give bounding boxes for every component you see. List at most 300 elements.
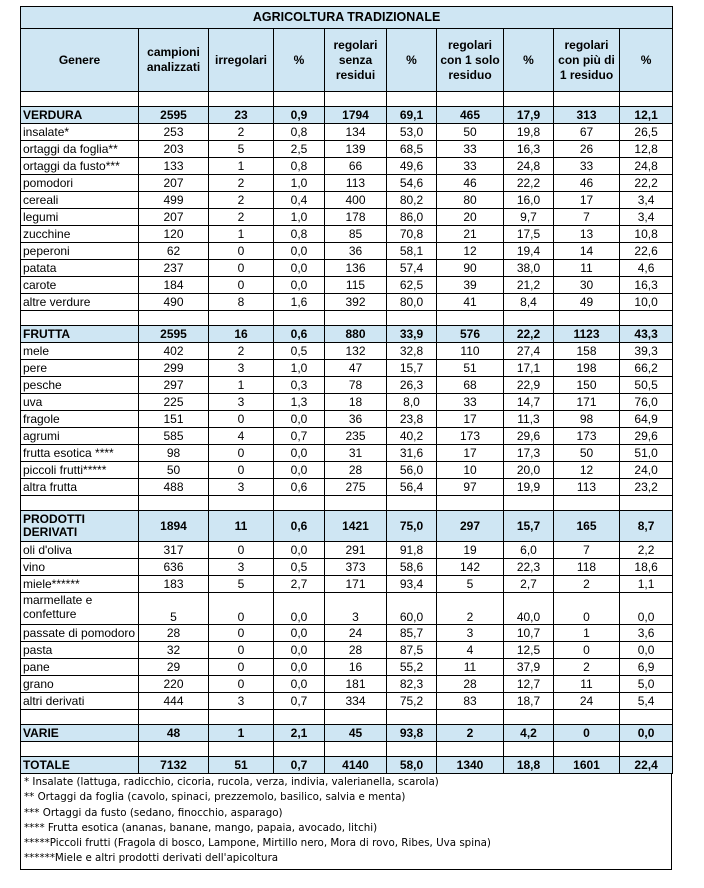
- row-label: pesche: [21, 377, 139, 394]
- cell-value: 3,4: [620, 209, 673, 226]
- cell-value: 22,2: [504, 326, 554, 343]
- column-header: campioni analizzati: [139, 29, 209, 92]
- footnote: *****Piccoli frutti (Fragola di bosco, Lampone, Mirtillo nero, Mora di rovo, Ribes, Uva spina): [24, 837, 491, 850]
- cell-value: 33,9: [387, 326, 437, 343]
- cell-value: 50: [554, 445, 620, 462]
- cell-value: 207: [139, 209, 209, 226]
- cell-value: 0,0: [274, 642, 325, 659]
- cell-value: 3: [209, 559, 274, 576]
- row-label: fragole: [21, 411, 139, 428]
- cell-value: 0: [209, 542, 274, 559]
- cell-value: 22,4: [620, 757, 673, 774]
- cell-value: 225: [139, 394, 209, 411]
- cell-value: 636: [139, 559, 209, 576]
- cell-value: 2: [209, 343, 274, 360]
- cell-value: 8: [209, 294, 274, 311]
- table-row: [21, 576, 673, 593]
- row-label: frutta esotica ****: [21, 445, 139, 462]
- cell-value: 22,2: [504, 175, 554, 192]
- row-label: pasta: [21, 642, 139, 659]
- cell-value: 98: [139, 445, 209, 462]
- cell-value: 56,4: [387, 479, 437, 496]
- cell-value: 16: [209, 326, 274, 343]
- cell-value: 80,0: [387, 294, 437, 311]
- cell-value: 15,7: [504, 511, 554, 542]
- cell-value: 39: [437, 277, 504, 294]
- cell-value: 0: [209, 445, 274, 462]
- row-label: zucchine: [21, 226, 139, 243]
- cell-value: 2595: [139, 107, 209, 124]
- cell-value: 31,6: [387, 445, 437, 462]
- cell-value: 24,8: [504, 158, 554, 175]
- cell-value: 82,3: [387, 676, 437, 693]
- cell-value: 392: [325, 294, 387, 311]
- cell-value: 0: [554, 725, 620, 742]
- cell-value: 49,6: [387, 158, 437, 175]
- cell-value: 3: [209, 394, 274, 411]
- cell-value: 16,3: [504, 141, 554, 158]
- footnote: *** Ortaggi da fusto (sedano, finocchio, asparago): [24, 806, 283, 819]
- cell-value: 488: [139, 479, 209, 496]
- cell-value: 2595: [139, 326, 209, 343]
- cell-value: 58,1: [387, 243, 437, 260]
- cell-value: 46: [554, 175, 620, 192]
- cell-value: 0,4: [274, 192, 325, 209]
- cell-value: 297: [437, 511, 504, 542]
- cell-value: 13: [554, 226, 620, 243]
- table-row: [21, 294, 673, 311]
- cell-value: 21,2: [504, 277, 554, 294]
- cell-value: 585: [139, 428, 209, 445]
- cell-value: 0,0: [274, 542, 325, 559]
- cell-value: 0: [209, 411, 274, 428]
- cell-value: 1794: [325, 107, 387, 124]
- cell-value: 10,0: [620, 294, 673, 311]
- cell-value: 28: [325, 462, 387, 479]
- cell-value: 2,7: [504, 576, 554, 593]
- cell-value: 85: [325, 226, 387, 243]
- cell-value: 1894: [139, 511, 209, 542]
- cell-value: 58,0: [387, 757, 437, 774]
- table-row: [21, 209, 673, 226]
- cell-value: 54,6: [387, 175, 437, 192]
- cell-value: 0,8: [274, 226, 325, 243]
- cell-value: 8,0: [387, 394, 437, 411]
- cell-value: 56,0: [387, 462, 437, 479]
- column-header: %: [504, 29, 554, 92]
- cell-value: 91,8: [387, 542, 437, 559]
- column-header: %: [387, 29, 437, 92]
- row-label: ortaggi da fusto***: [21, 158, 139, 175]
- cell-value: 29,6: [504, 428, 554, 445]
- row-label: piccoli frutti*****: [21, 462, 139, 479]
- cell-value: 275: [325, 479, 387, 496]
- cell-value: 113: [554, 479, 620, 496]
- row-label: passate di pomodoro: [21, 625, 139, 642]
- cell-value: 198: [554, 360, 620, 377]
- cell-value: 0,0: [274, 243, 325, 260]
- cell-value: 16: [325, 659, 387, 676]
- cell-value: 33: [437, 141, 504, 158]
- cell-value: 19,4: [504, 243, 554, 260]
- row-label: uva: [21, 394, 139, 411]
- cell-value: 0,9: [274, 107, 325, 124]
- row-label: agrumi: [21, 428, 139, 445]
- cell-value: 29,6: [620, 428, 673, 445]
- row-label: pere: [21, 360, 139, 377]
- cell-value: 171: [325, 576, 387, 593]
- cell-value: 142: [437, 559, 504, 576]
- cell-value: 5,4: [620, 693, 673, 710]
- cell-value: 3: [209, 360, 274, 377]
- cell-value: 0,0: [274, 260, 325, 277]
- cell-value: 5: [139, 593, 209, 625]
- cell-value: 2: [209, 209, 274, 226]
- cell-value: 16,0: [504, 192, 554, 209]
- cell-value: 373: [325, 559, 387, 576]
- cell-value: 291: [325, 542, 387, 559]
- column-header: regolari con più di 1 residuo: [554, 29, 620, 92]
- cell-value: 5: [209, 576, 274, 593]
- cell-value: 2: [554, 659, 620, 676]
- cell-value: 2,5: [274, 141, 325, 158]
- cell-value: 299: [139, 360, 209, 377]
- cell-value: 50: [437, 124, 504, 141]
- table-row: [21, 593, 673, 625]
- cell-value: 0,0: [274, 659, 325, 676]
- cell-value: 15,7: [387, 360, 437, 377]
- table-row: [21, 428, 673, 445]
- row-label: VARIE: [21, 725, 139, 742]
- cell-value: 3,4: [620, 192, 673, 209]
- cell-value: 9,7: [504, 209, 554, 226]
- table-row: [21, 642, 673, 659]
- cell-value: 3,6: [620, 625, 673, 642]
- cell-value: 181: [325, 676, 387, 693]
- cell-value: 28: [139, 625, 209, 642]
- cell-value: 18,6: [620, 559, 673, 576]
- cell-value: 10,7: [504, 625, 554, 642]
- cell-value: 24,8: [620, 158, 673, 175]
- cell-value: 26: [554, 141, 620, 158]
- cell-value: 2,7: [274, 576, 325, 593]
- cell-value: 70,8: [387, 226, 437, 243]
- cell-value: 0,0: [274, 593, 325, 625]
- cell-value: 0,6: [274, 479, 325, 496]
- row-label: marmellate e confetture: [21, 593, 139, 625]
- cell-value: 39,3: [620, 343, 673, 360]
- footnote: ******Miele e altri prodotti derivati dell'apicoltura: [24, 852, 279, 865]
- cell-value: 67: [554, 124, 620, 141]
- cell-value: 0: [209, 277, 274, 294]
- spacer-row: [21, 311, 673, 326]
- row-label: grano: [21, 676, 139, 693]
- category-total-row: [21, 511, 673, 542]
- table-title: AGRICOLTURA TRADIZIONALE: [21, 7, 673, 29]
- report: [20, 6, 672, 870]
- cell-value: 465: [437, 107, 504, 124]
- data-table: [20, 6, 673, 774]
- cell-value: 1: [209, 226, 274, 243]
- cell-value: 80: [437, 192, 504, 209]
- spacer-row: [21, 742, 673, 757]
- cell-value: 45: [325, 725, 387, 742]
- cell-value: 17: [437, 411, 504, 428]
- cell-value: 49: [554, 294, 620, 311]
- spacer-row: [21, 710, 673, 725]
- row-label: TOTALE: [21, 757, 139, 774]
- cell-value: 1601: [554, 757, 620, 774]
- cell-value: 115: [325, 277, 387, 294]
- cell-value: 490: [139, 294, 209, 311]
- cell-value: 2: [437, 725, 504, 742]
- cell-value: 0: [209, 260, 274, 277]
- table-row: [21, 158, 673, 175]
- cell-value: 0,0: [620, 725, 673, 742]
- cell-value: 55,2: [387, 659, 437, 676]
- cell-value: 4: [209, 428, 274, 445]
- cell-value: 24: [325, 625, 387, 642]
- cell-value: 43,3: [620, 326, 673, 343]
- row-label: mele: [21, 343, 139, 360]
- cell-value: 173: [437, 428, 504, 445]
- row-label: oli d'oliva: [21, 542, 139, 559]
- cell-value: 178: [325, 209, 387, 226]
- cell-value: 53,0: [387, 124, 437, 141]
- cell-value: 58,6: [387, 559, 437, 576]
- cell-value: 22,2: [620, 175, 673, 192]
- table-row: [21, 124, 673, 141]
- cell-value: 6,9: [620, 659, 673, 676]
- cell-value: 24: [554, 693, 620, 710]
- cell-value: 32,8: [387, 343, 437, 360]
- cell-value: 0,0: [274, 625, 325, 642]
- row-label: miele******: [21, 576, 139, 593]
- cell-value: 11: [437, 659, 504, 676]
- cell-value: 51: [437, 360, 504, 377]
- row-label: insalate*: [21, 124, 139, 141]
- varie-row: [21, 725, 673, 742]
- cell-value: 18,8: [504, 757, 554, 774]
- cell-value: 0,7: [274, 757, 325, 774]
- cell-value: 237: [139, 260, 209, 277]
- cell-value: 1: [209, 158, 274, 175]
- column-header: regolari con 1 solo residuo: [437, 29, 504, 92]
- row-label: FRUTTA: [21, 326, 139, 343]
- cell-value: 12,1: [620, 107, 673, 124]
- table-row: [21, 343, 673, 360]
- cell-value: 68,5: [387, 141, 437, 158]
- cell-value: 20: [437, 209, 504, 226]
- cell-value: 17,9: [504, 107, 554, 124]
- cell-value: 165: [554, 511, 620, 542]
- cell-value: 62,5: [387, 277, 437, 294]
- cell-value: 220: [139, 676, 209, 693]
- table-row: [21, 360, 673, 377]
- cell-value: 29: [139, 659, 209, 676]
- cell-value: 0,3: [274, 377, 325, 394]
- row-label: altra frutta: [21, 479, 139, 496]
- cell-value: 26,5: [620, 124, 673, 141]
- cell-value: 444: [139, 693, 209, 710]
- cell-value: 400: [325, 192, 387, 209]
- cell-value: 8,4: [504, 294, 554, 311]
- table-row: [21, 462, 673, 479]
- cell-value: 1123: [554, 326, 620, 343]
- cell-value: 136: [325, 260, 387, 277]
- cell-value: 17,5: [504, 226, 554, 243]
- cell-value: 139: [325, 141, 387, 158]
- cell-value: 334: [325, 693, 387, 710]
- cell-value: 78: [325, 377, 387, 394]
- cell-value: 5: [437, 576, 504, 593]
- table-row: [21, 394, 673, 411]
- cell-value: 3: [209, 479, 274, 496]
- cell-value: 40,0: [504, 593, 554, 625]
- cell-value: 0: [209, 462, 274, 479]
- cell-value: 23: [209, 107, 274, 124]
- cell-value: 11: [209, 511, 274, 542]
- table-row: [21, 226, 673, 243]
- cell-value: 12,7: [504, 676, 554, 693]
- cell-value: 253: [139, 124, 209, 141]
- cell-value: 1,6: [274, 294, 325, 311]
- cell-value: 5,0: [620, 676, 673, 693]
- cell-value: 14: [554, 243, 620, 260]
- cell-value: 10: [437, 462, 504, 479]
- cell-value: 0: [209, 659, 274, 676]
- column-header: Genere: [21, 29, 139, 92]
- cell-value: 297: [139, 377, 209, 394]
- cell-value: 1: [554, 625, 620, 642]
- cell-value: 86,0: [387, 209, 437, 226]
- cell-value: 21: [437, 226, 504, 243]
- cell-value: 151: [139, 411, 209, 428]
- table-row: [21, 479, 673, 496]
- cell-value: 80,2: [387, 192, 437, 209]
- row-label: altri derivati: [21, 693, 139, 710]
- cell-value: 10,8: [620, 226, 673, 243]
- cell-value: 110: [437, 343, 504, 360]
- cell-value: 12,8: [620, 141, 673, 158]
- cell-value: 24,0: [620, 462, 673, 479]
- cell-value: 0,7: [274, 693, 325, 710]
- cell-value: 0,8: [274, 124, 325, 141]
- row-label: cereali: [21, 192, 139, 209]
- cell-value: 16,3: [620, 277, 673, 294]
- cell-value: 0: [554, 642, 620, 659]
- cell-value: 0: [209, 625, 274, 642]
- cell-value: 1340: [437, 757, 504, 774]
- cell-value: 17: [554, 192, 620, 209]
- grand-total-row: [21, 757, 673, 774]
- cell-value: 12,5: [504, 642, 554, 659]
- category-total-row: [21, 107, 673, 124]
- cell-value: 235: [325, 428, 387, 445]
- table-row: [21, 676, 673, 693]
- cell-value: 499: [139, 192, 209, 209]
- cell-value: 0,6: [274, 326, 325, 343]
- cell-value: 11: [554, 260, 620, 277]
- cell-value: 183: [139, 576, 209, 593]
- cell-value: 62: [139, 243, 209, 260]
- cell-value: 0,7: [274, 428, 325, 445]
- table-row: [21, 260, 673, 277]
- cell-value: 17,1: [504, 360, 554, 377]
- cell-value: 0,0: [274, 676, 325, 693]
- cell-value: 23,2: [620, 479, 673, 496]
- cell-value: 33: [554, 158, 620, 175]
- footnote: **** Frutta esotica (ananas, banane, mango, papaia, avocado, litchi): [24, 821, 378, 834]
- cell-value: 50,5: [620, 377, 673, 394]
- footnote: ** Ortaggi da foglia (cavolo, spinaci, prezzemolo, basilico, salvia e menta): [24, 791, 406, 804]
- cell-value: 134: [325, 124, 387, 141]
- row-label: pane: [21, 659, 139, 676]
- cell-value: 22,3: [504, 559, 554, 576]
- cell-value: 32: [139, 642, 209, 659]
- row-label: legumi: [21, 209, 139, 226]
- cell-value: 2: [209, 124, 274, 141]
- cell-value: 83: [437, 693, 504, 710]
- cell-value: 207: [139, 175, 209, 192]
- cell-value: 7132: [139, 757, 209, 774]
- cell-value: 4,6: [620, 260, 673, 277]
- cell-value: 2,2: [620, 542, 673, 559]
- row-label: vino: [21, 559, 139, 576]
- row-label: PRODOTTI DERIVATI: [21, 511, 139, 542]
- column-header: %: [620, 29, 673, 92]
- column-header: regolari senza residui: [325, 29, 387, 92]
- row-label: VERDURA: [21, 107, 139, 124]
- table-row: [21, 542, 673, 559]
- cell-value: 0: [554, 593, 620, 625]
- cell-value: 4140: [325, 757, 387, 774]
- cell-value: 0,5: [274, 559, 325, 576]
- cell-value: 60,0: [387, 593, 437, 625]
- cell-value: 0,0: [274, 277, 325, 294]
- cell-value: 76,0: [620, 394, 673, 411]
- cell-value: 57,4: [387, 260, 437, 277]
- cell-value: 19: [437, 542, 504, 559]
- cell-value: 46: [437, 175, 504, 192]
- table-row: [21, 175, 673, 192]
- row-label: ortaggi da foglia**: [21, 141, 139, 158]
- cell-value: 50: [139, 462, 209, 479]
- cell-value: 4: [437, 642, 504, 659]
- cell-value: 87,5: [387, 642, 437, 659]
- cell-value: 0,0: [620, 593, 673, 625]
- table-row: [21, 243, 673, 260]
- cell-value: 0,0: [620, 642, 673, 659]
- cell-value: 1,0: [274, 175, 325, 192]
- cell-value: 69,1: [387, 107, 437, 124]
- cell-value: 317: [139, 542, 209, 559]
- cell-value: 0: [209, 243, 274, 260]
- cell-value: 47: [325, 360, 387, 377]
- cell-value: 20,0: [504, 462, 554, 479]
- cell-value: 97: [437, 479, 504, 496]
- cell-value: 2,1: [274, 725, 325, 742]
- cell-value: 3: [325, 593, 387, 625]
- column-header: %: [274, 29, 325, 92]
- cell-value: 0,0: [274, 411, 325, 428]
- spacer-row: [21, 92, 673, 107]
- table-row: [21, 659, 673, 676]
- cell-value: 26,3: [387, 377, 437, 394]
- cell-value: 7: [554, 542, 620, 559]
- cell-value: 0,0: [274, 445, 325, 462]
- cell-value: 18: [325, 394, 387, 411]
